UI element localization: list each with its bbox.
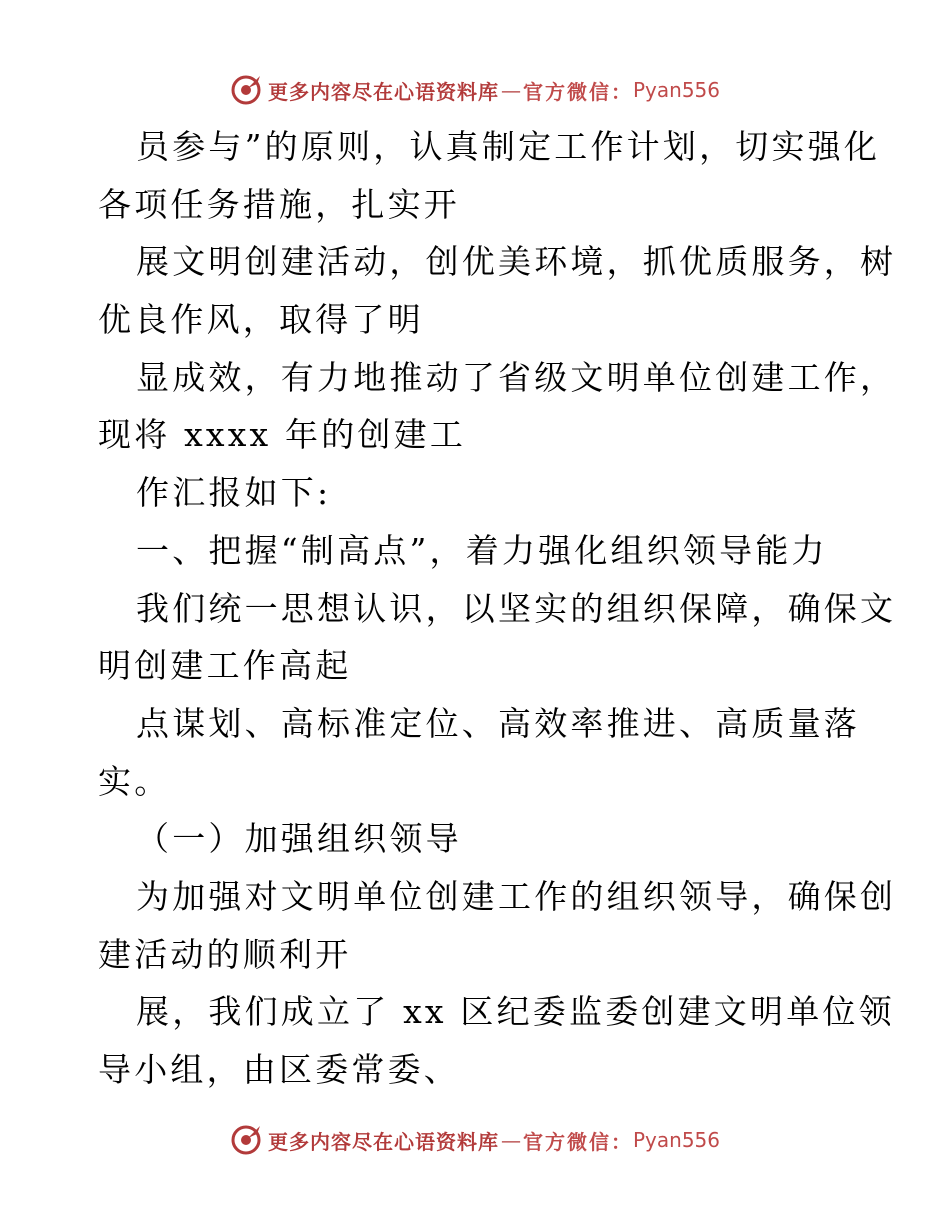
watermark-main-text: 更多内容尽在心语资料库: [267, 1129, 499, 1154]
text-line: 作汇报如下:: [136, 473, 332, 513]
watermark-sub-text: 官方微信：: [522, 79, 633, 104]
quill-logo-icon: [230, 1124, 262, 1156]
text-line: 员参与”的原则，认真制定工作计划，切实强化: [136, 127, 881, 166]
text-line: 我们统一思想认识，以坚实的组织保障，确保文: [136, 588, 897, 628]
header-watermark: [0, 70, 950, 110]
footer-watermark: [0, 1120, 950, 1160]
text-line: 实。: [98, 761, 171, 801]
watermark-dash: —: [500, 78, 521, 102]
text-line: 优良作风，取得了明: [98, 300, 424, 340]
text-line: 导小组，由区委常委、: [98, 1050, 460, 1089]
watermark-wechat-id: Pyan556: [632, 1128, 720, 1152]
text-line: 现将 xxxx 年的创建工: [98, 415, 467, 455]
document-body: [98, 118, 897, 1099]
text-line: 显成效，有力地推动了省级文明单位创建工作，: [136, 357, 897, 397]
text-line: 明创建工作高起: [98, 646, 352, 686]
watermark-sub-text: 官方微信：: [522, 1129, 633, 1154]
text-line: （一）加强组织领导: [136, 819, 462, 859]
text-line: 为加强对文明单位创建工作的组织领导，确保创: [136, 876, 897, 916]
text-line: 展文明创建活动，创优美环境，抓优质服务，树: [136, 242, 897, 282]
watermark-wechat-id: Pyan556: [632, 78, 720, 102]
text-line: 一、把握“制高点”，着力强化组织领导能力: [136, 530, 828, 570]
text-line: 各项任务措施，扎实开: [98, 184, 460, 224]
text-line: 建活动的顺利开: [98, 934, 352, 974]
watermark-dash: —: [500, 1128, 521, 1152]
watermark-main-text: 更多内容尽在心语资料库: [267, 79, 499, 104]
text-line: 点谋划、高标准定位、高效率推进、高质量落: [136, 703, 860, 743]
text-line: 展，我们成立了 xx 区纪委监委创建文明单位领: [136, 992, 895, 1032]
quill-logo-icon: [230, 74, 262, 106]
